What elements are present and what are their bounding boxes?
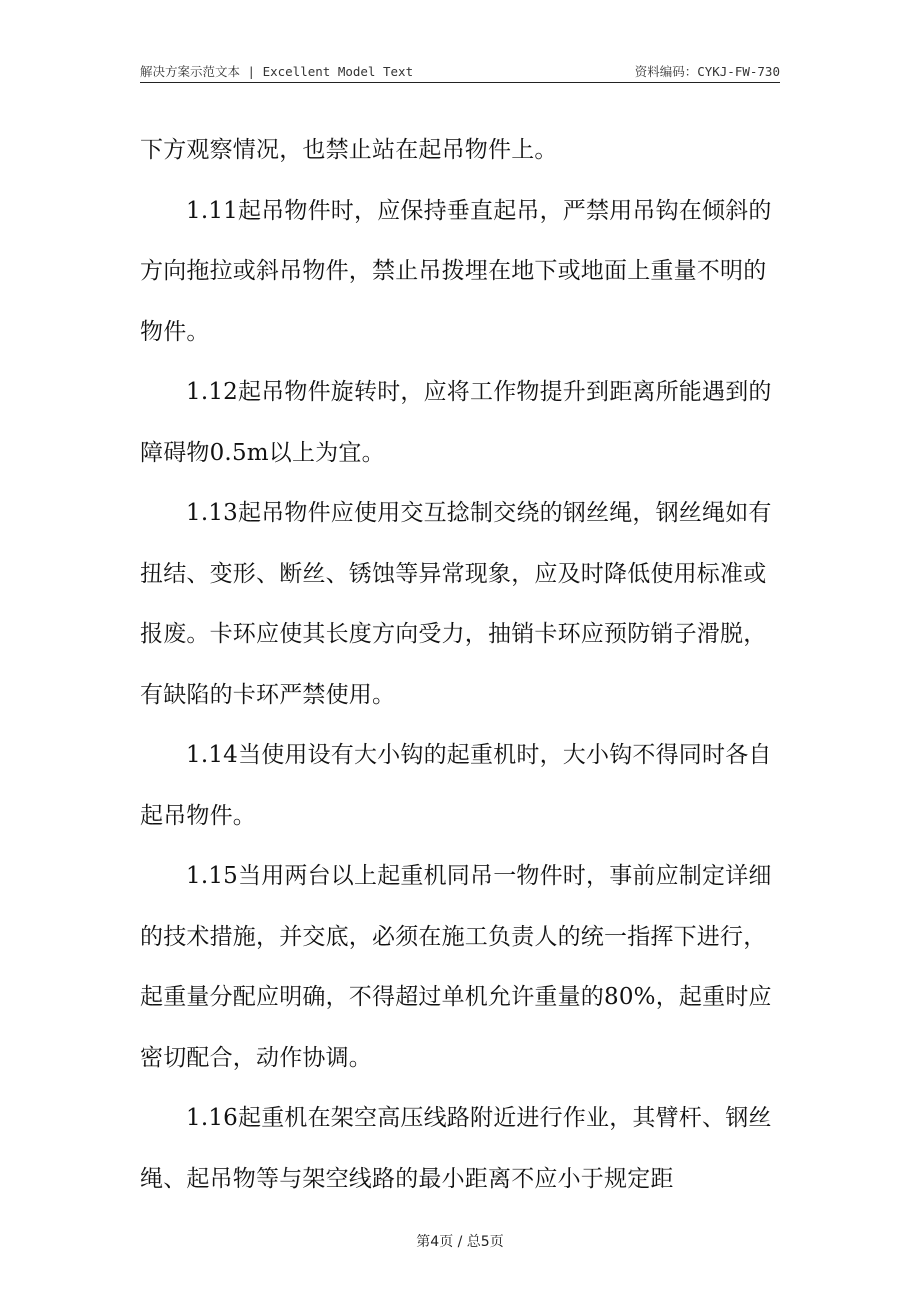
paragraph-1-15: 1.15当用两台以上起重机同吊一物件时，事前应制定详细的技术措施，并交底，必须在施工负责人的统一指挥下进行，起重量分配应明确，不得超过单机允许重量的80%，起重时应密切配合，动作协调。 <box>140 863 772 1071</box>
paragraph-1-13: 1.13起吊物件应使用交互捻制交绕的钢丝绳，钢丝绳如有扭结、变形、断丝、锈蚀等异常现象，应及时降低使用标准或报废。卡环应使其长度方向受力，抽销卡环应预防销子滑脱，有缺陷的卡环严禁使用。 <box>140 500 772 708</box>
paragraph-1-11: 1.11起吊物件时，应保持垂直起吊，严禁用吊钩在倾斜的方向拖拉或斜吊物件，禁止吊拨埋在地下或地面上重量不明的物件。 <box>140 197 772 345</box>
page-number: 第4页 / 总5页 <box>416 1234 504 1250</box>
paragraph-1-14: 1.14当使用设有大小钩的起重机时，大小钩不得同时各自起吊物件。 <box>140 742 772 829</box>
paragraph-1-16: 1.16起重机在架空高压线路附近进行作业，其臂杆、钢丝绳、起吊物等与架空线路的最小距离不应小于规定距 <box>140 1105 772 1192</box>
paragraph-continuation: 下方观察情况，也禁止站在起吊物件上。 <box>140 137 558 163</box>
paragraph-1-12: 1.12起吊物件旋转时，应将工作物提升到距离所能遇到的障碍物0.5m以上为宜。 <box>140 379 772 466</box>
header-title: 解决方案示范文本 | Excellent Model Text <box>140 64 414 79</box>
page-footer <box>0 1231 920 1251</box>
document-body <box>140 120 780 1209</box>
document-code: 资料编码：CYKJ-FW-730 <box>634 64 780 79</box>
page-header <box>140 56 780 83</box>
